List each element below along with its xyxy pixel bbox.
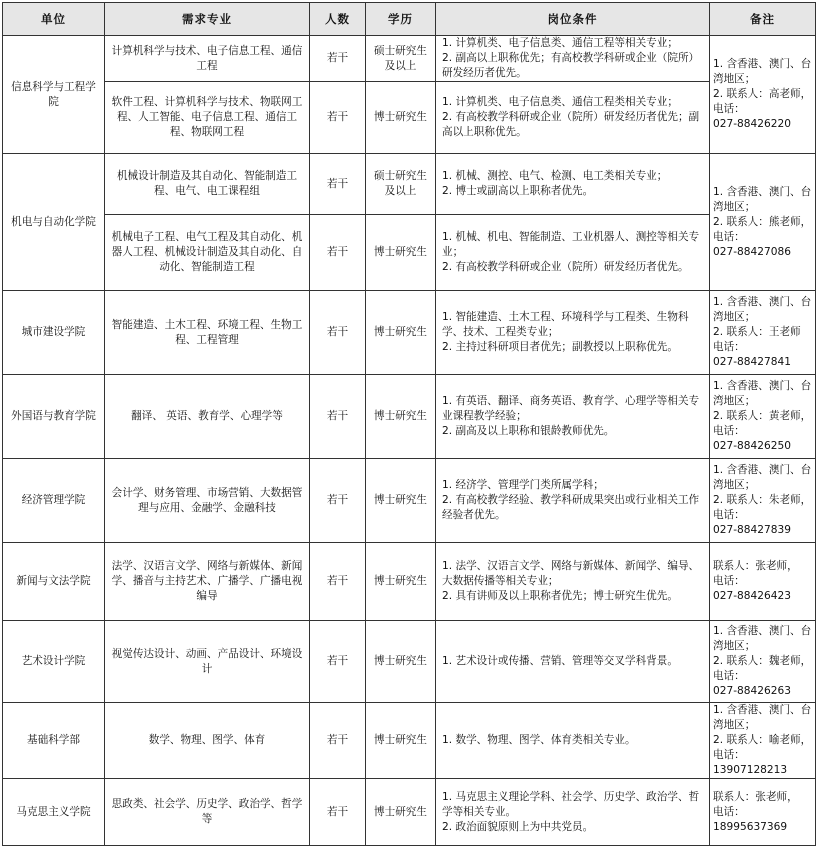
condition-line: 2. 副高及以上职称和银龄教师优先。 [442, 425, 615, 437]
note-line: 1. 含香港、澳门、台湾地区； [713, 625, 812, 652]
table-row [3, 779, 816, 846]
condition-line: 2. 具有讲师及以上职称者优先；博士研究生优先。 [442, 590, 678, 602]
note-line: 027-88427839 [713, 524, 791, 536]
condition-line: 2. 有高校教学科研或企业（院所）研发经历者优先；副高以上职称优先。 [442, 111, 700, 138]
unit-name-cell: 机电与自动化学院 [3, 154, 105, 291]
major-cell: 法学、汉语言文学、网络与新媒体、新闻学、播音与主持艺术、广播学、广播电视编导 [105, 543, 310, 621]
note-cell [710, 154, 816, 291]
note-line: 027-88426250 [713, 440, 791, 452]
note-line: 1. 含香港、澳门、台湾地区； [713, 296, 812, 323]
conditions-cell [436, 154, 710, 215]
condition-line: 1. 法学、汉语言文学、网络与新媒体、新闻学、编导、大数据传播等相关专业； [442, 560, 700, 587]
count-cell: 若干 [310, 543, 366, 621]
table-row [3, 82, 816, 154]
table-row [3, 36, 816, 82]
note-line: 电话： [713, 509, 745, 521]
count-cell: 若干 [310, 621, 366, 703]
note-cell [710, 779, 816, 846]
count-cell: 若干 [310, 82, 366, 154]
unit-name-cell: 艺术设计学院 [3, 621, 105, 703]
table-row [3, 543, 816, 621]
conditions-cell [436, 82, 710, 154]
table-row [3, 703, 816, 779]
major-cell: 翻译、 英语、教育学、心理学等 [105, 375, 310, 459]
note-line: 电话： [713, 230, 745, 243]
note-cell [710, 621, 816, 703]
note-cell [710, 375, 816, 459]
note-cell [710, 543, 816, 621]
major-cell: 数学、物理、图学、体育 [105, 703, 310, 779]
note-line: 电话：18995637369 [713, 805, 788, 833]
note-line: 电话： [713, 341, 745, 353]
unit-name-cell: 新闻与文法学院 [3, 543, 105, 621]
header-major: 需求专业 [105, 3, 310, 36]
major-cell: 思政类、社会学、历史学、政治学、哲学等 [105, 779, 310, 846]
conditions-cell [436, 375, 710, 459]
condition-line: 2. 有高校教学科研或企业（院所）研发经历者优先。 [442, 261, 689, 273]
education-cell: 博士研究生 [366, 459, 436, 543]
major-cell: 机械设计制造及其自动化、智能制造工程、电气、电工课程组 [105, 154, 310, 215]
note-line: 电话： [713, 425, 745, 437]
note-line: 027-88426263 [713, 685, 791, 697]
condition-line: 2. 政治面貌原则上为中共党员。 [442, 820, 594, 833]
education-cell: 博士研究生 [366, 543, 436, 621]
count-cell: 若干 [310, 215, 366, 291]
count-cell: 若干 [310, 36, 366, 82]
header-row [3, 3, 816, 36]
unit-name-cell: 马克思主义学院 [3, 779, 105, 846]
note-line: 2. 联系人：黄老师， [713, 410, 812, 422]
education-cell: 博士研究生 [366, 291, 436, 375]
unit-name-cell: 外国语与教育学院 [3, 375, 105, 459]
condition-line: 1. 计算机类、电子信息类、通信工程等相关专业； [442, 37, 678, 49]
condition-line: 1. 艺术设计或传播、营销、管理等交叉学科背景。 [442, 655, 678, 667]
count-cell: 若干 [310, 459, 366, 543]
condition-line: 1. 经济学、管理学门类所属学科； [442, 479, 604, 491]
conditions-cell [436, 703, 710, 779]
conditions-cell [436, 215, 710, 291]
note-line: 027-88426423 [713, 590, 791, 602]
condition-line: 2. 博士或副高以上职称者优先。 [442, 185, 594, 197]
condition-line: 1. 计算机类、电子信息类、通信工程类相关专业； [442, 96, 678, 108]
table-row [3, 154, 816, 215]
education-cell: 博士研究生 [366, 621, 436, 703]
header-note: 备注 [710, 3, 816, 36]
major-cell: 视觉传达设计、动画、产品设计、环境设计 [105, 621, 310, 703]
condition-line: 2. 主持过科研项目者优先；副教授以上职称优先。 [442, 341, 678, 353]
condition-line: 1. 马克思主义理论学科、社会学、历史学、政治学、哲学等相关专业。 [442, 790, 700, 818]
major-cell: 软件工程、计算机科学与技术、物联网工程、人工智能、电子信息工程、通信工程、物联网工程 [105, 82, 310, 154]
condition-line: 1. 机械、机电、智能制造、工业机器人、测控等相关专业； [442, 231, 700, 258]
major-cell: 智能建造、土木工程、环境工程、生物工程、工程管理 [105, 291, 310, 375]
unit-name-cell: 信息科学与工程学院 [3, 36, 105, 154]
table-row [3, 215, 816, 291]
note-line: 2. 联系人：朱老师， [713, 494, 812, 506]
education-cell: 硕士研究生及以上 [366, 154, 436, 215]
table-row [3, 375, 816, 459]
table-row [3, 291, 816, 375]
note-line: 2. 联系人：喻老师， [713, 734, 812, 746]
header-education: 学历 [366, 3, 436, 36]
note-line: 联系人：张老师， [713, 790, 798, 803]
education-cell: 博士研究生 [366, 779, 436, 846]
conditions-cell [436, 459, 710, 543]
note-cell [710, 703, 816, 779]
major-cell: 会计学、财务管理、市场营销、大数据管理与应用、金融学、金融科技 [105, 459, 310, 543]
count-cell: 若干 [310, 375, 366, 459]
count-cell: 若干 [310, 154, 366, 215]
note-line: 2. 联系人：王老师 [713, 326, 801, 338]
condition-line: 1. 机械、测控、电气、检测、电工类相关专业； [442, 170, 668, 182]
major-cell: 计算机科学与技术、电子信息工程、通信工程 [105, 36, 310, 82]
count-cell: 若干 [310, 291, 366, 375]
recruitment-table [2, 2, 816, 846]
note-line: 2. 联系人：熊老师， [713, 215, 812, 228]
note-line: 027-88426220 [713, 118, 791, 130]
unit-name-cell: 基础科学部 [3, 703, 105, 779]
conditions-cell [436, 543, 710, 621]
conditions-cell [436, 36, 710, 82]
condition-line: 1. 智能建造、土木工程、环境科学与工程类、生物科学、技术、工程类专业； [442, 311, 689, 338]
header-count: 人数 [310, 3, 366, 36]
note-line: 电话：13907128213 [713, 749, 788, 776]
count-cell: 若干 [310, 779, 366, 846]
count-cell: 若干 [310, 703, 366, 779]
note-line: 电话： [713, 103, 745, 115]
note-line: 电话： [713, 575, 745, 587]
note-line: 027-88427086 [713, 245, 791, 258]
condition-line: 1. 数学、物理、图学、体育类相关专业。 [442, 734, 636, 746]
note-line: 1. 含香港、澳门、台湾地区； [713, 464, 812, 491]
condition-line: 2. 副高以上职称优先；有高校教学科研或企业（院所）研发经历者优先。 [442, 52, 700, 79]
education-cell: 博士研究生 [366, 375, 436, 459]
conditions-cell [436, 621, 710, 703]
note-line: 2. 联系人：高老师， [713, 88, 812, 100]
conditions-cell [436, 291, 710, 375]
unit-name-cell: 城市建设学院 [3, 291, 105, 375]
note-cell [710, 459, 816, 543]
note-line: 1. 含香港、澳门、台湾地区； [713, 380, 812, 407]
note-cell [710, 36, 816, 154]
education-cell: 博士研究生 [366, 215, 436, 291]
education-cell: 博士研究生 [366, 82, 436, 154]
note-line: 1. 含香港、澳门、台湾地区； [713, 185, 812, 213]
condition-line: 2. 有高校教学经验、教学科研成果突出或行业相关工作经验者优先。 [442, 494, 700, 521]
education-cell: 博士研究生 [366, 703, 436, 779]
table-row [3, 459, 816, 543]
education-cell: 硕士研究生及以上 [366, 36, 436, 82]
note-line: 联系人：张老师， [713, 560, 798, 572]
note-line: 2. 联系人：魏老师， [713, 655, 812, 667]
conditions-cell [436, 779, 710, 846]
note-cell [710, 291, 816, 375]
unit-name-cell: 经济管理学院 [3, 459, 105, 543]
condition-line: 1. 有英语、翻译、商务英语、教育学、心理学等相关专业课程教学经验； [442, 395, 700, 422]
major-cell: 机械电子工程、电气工程及其自动化、机器人工程、机械设计制造及其自动化、自动化、智能制造工程 [105, 215, 310, 291]
note-line: 电话： [713, 670, 745, 682]
table-row [3, 621, 816, 703]
header-unit: 单位 [3, 3, 105, 36]
table-body [3, 36, 816, 846]
note-line: 027-88427841 [713, 356, 791, 368]
note-line: 1. 含香港、澳门、台湾地区； [713, 704, 812, 731]
note-line: 1. 含香港、澳门、台湾地区； [713, 58, 812, 85]
header-conditions: 岗位条件 [436, 3, 710, 36]
